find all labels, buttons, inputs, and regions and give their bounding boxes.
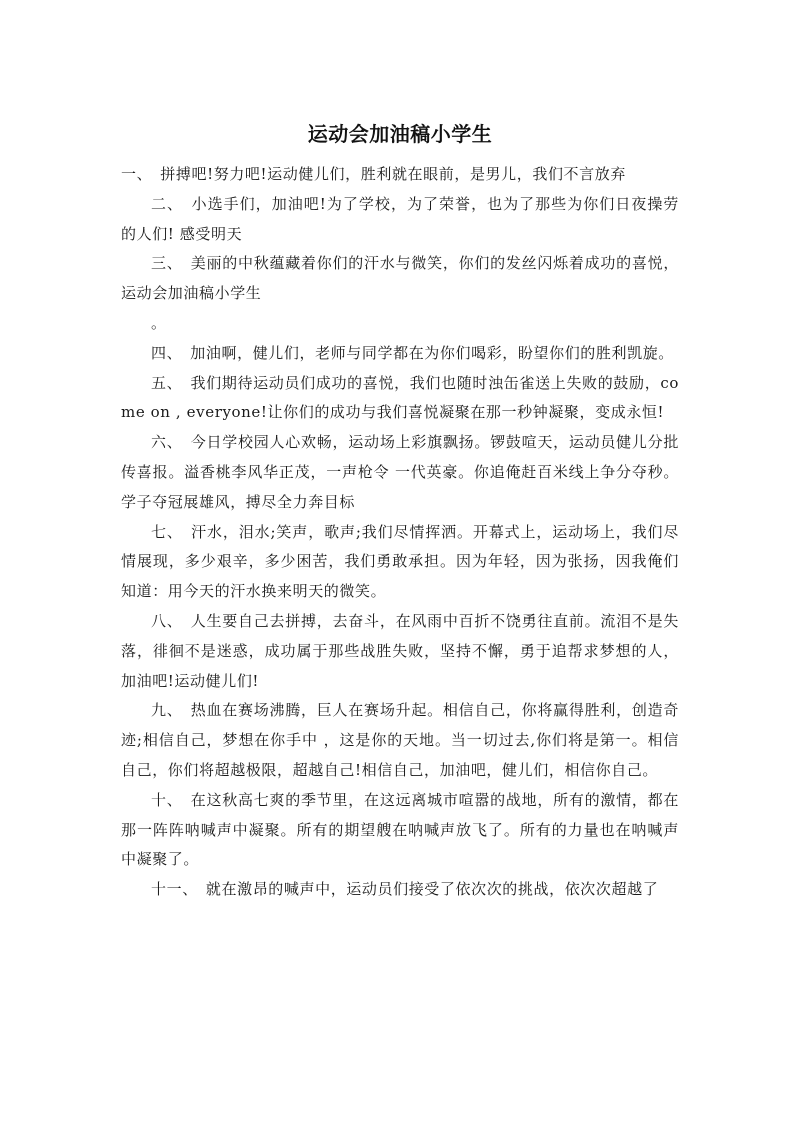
paragraph-2: 二、 小选手们，加油吧!为了学校，为了荣誉，也为了那些为你们日夜操劳的人们! 感受明天 xyxy=(121,194,679,243)
paragraph-4: 四、 加油啊，健儿们，老师与同学都在为你们喝彩，盼望你们的胜利凯旋。 xyxy=(151,343,674,362)
paragraph-10: 十、 在这秋高七爽的季节里，在这远离城市喧嚣的战地，所有的激情，都在那一阵阵呐喊声中凝聚。所有的期望艘在呐喊声放飞了。所有的力量也在呐喊声中凝聚了。 xyxy=(121,790,679,869)
paragraph-9: 九、 热血在赛场沸腾，巨人在赛场升起。相信自己，你将赢得胜利，创造奇迹;相信自己，梦想在你手中 ，这是你的天地。当一切过去,你们将是第一。相信自己，你们将超越极限，超越自己!相信自己，加油吧，健儿们，相信你自己。 xyxy=(121,701,679,779)
paragraph-3-period: 。 xyxy=(151,313,167,332)
paragraph-3: 三、 美丽的中秋蕴藏着你们的汗水与微笑，你们的发丝闪烁着成功的喜悦，运动会加油稿小学生 xyxy=(121,254,679,303)
document-body xyxy=(121,160,679,905)
paragraph-6: 六、 今日学校园人心欢畅，运动场上彩旗飘扬。锣鼓喧天，运动员健儿分批传喜报。溢香桃李风华正茂，一声枪令 一代英豪。你追俺赶百米线上争分夺秒。学子夺冠展雄风，搏尽全力奔目标 xyxy=(121,433,679,511)
document-title: 运动会加油稿小学生 xyxy=(307,122,493,146)
paragraph-5: 五、 我们期待运动员们成功的喜悦，我们也随时浊缶雀送上失败的鼓励，come on , everyone!让你们的成功与我们喜悦凝聚在那一秒钟凝聚，变成永恒! xyxy=(121,373,679,422)
paragraph-11: 十一、 就在激昂的喊声中，运动员们接受了依次次的挑战，依次次超越了 xyxy=(151,880,659,899)
paragraph-1: 一、 拼搏吧!努力吧!运动健儿们，胜利就在眼前，是男儿，我们不言放弃 xyxy=(121,165,626,183)
paragraph-7: 七、 汗水，泪水;笑声，歌声;我们尽情挥洒。开幕式上，运动场上，我们尽情展现，多少艰辛，多少困苦，我们勇敢承担。因为年轻，因为张扬，因我俺们知道：用今天的汗水换来明天的微笑。 xyxy=(121,522,679,601)
paragraph-8: 八、 人生要自己去拼搏，去奋斗，在风雨中百折不饶勇往直前。流泪不是失落，徘徊不是迷惑，成功属于那些战胜失败，坚持不懈，勇于追帮求梦想的人，加油吧!运动健儿们! xyxy=(121,611,679,690)
